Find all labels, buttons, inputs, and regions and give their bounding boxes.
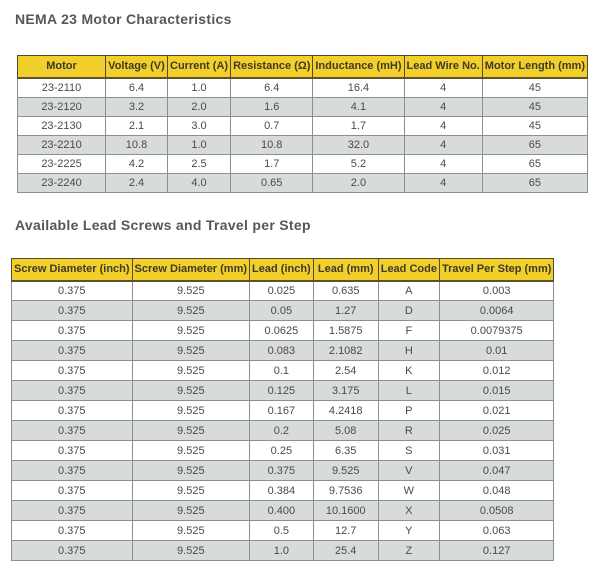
table-cell: 9.525 [132,521,250,541]
table-cell: 23-2120 [18,97,106,116]
table-cell: 0.0625 [250,321,314,341]
table-cell: 0.375 [12,481,133,501]
table-cell: 0.65 [231,173,313,192]
table-cell: 2.1082 [313,341,378,361]
table-cell: 4 [404,154,482,173]
table-cell: 10.8 [231,135,313,154]
table-cell: 0.0079375 [439,321,553,341]
table-cell: 0.375 [12,461,133,481]
table-row [12,341,554,361]
table-cell: 9.525 [132,301,250,321]
table-cell: 6.4 [231,78,313,98]
column-header: Motor Length (mm) [482,56,587,78]
table-cell: 25.4 [313,541,378,561]
table-cell: 2.4 [106,173,168,192]
table-cell: 23-2130 [18,116,106,135]
table-row [12,421,554,441]
table-row [12,381,554,401]
table-cell: 9.525 [132,421,250,441]
table-cell: 9.525 [132,501,250,521]
table-cell: 9.525 [132,381,250,401]
table-cell: 10.1600 [313,501,378,521]
table-cell: 9.525 [132,321,250,341]
table-cell: 45 [482,78,587,98]
column-header: Lead Code [378,259,439,281]
column-header: Screw Diameter (inch) [12,259,133,281]
table-row [18,173,588,192]
table-cell: 0.025 [439,421,553,441]
table-row [18,78,588,98]
table-cell: 0.7 [231,116,313,135]
table-cell: 65 [482,154,587,173]
column-header: Lead (inch) [250,259,314,281]
table-cell: 0.375 [12,341,133,361]
table-row [12,321,554,341]
table-cell: 0.01 [439,341,553,361]
table-cell: 1.0 [168,78,231,98]
table-cell: 1.0 [250,541,314,561]
table-row [12,441,554,461]
table-row [18,116,588,135]
column-header: Voltage (V) [106,56,168,78]
column-header: Current (A) [168,56,231,78]
table-cell: 2.5 [168,154,231,173]
table-cell: 10.8 [106,135,168,154]
table-cell: 1.7 [231,154,313,173]
table-cell: 65 [482,173,587,192]
table-cell: 9.525 [132,441,250,461]
table-cell: 12.7 [313,521,378,541]
column-header: Screw Diameter (mm) [132,259,250,281]
table-cell: H [378,341,439,361]
table-cell: 0.003 [439,281,553,301]
table-cell: 0.375 [12,321,133,341]
table-cell: 1.6 [231,97,313,116]
section-title-lead-screws: Available Lead Screws and Travel per Step [15,217,311,233]
table-cell: 0.025 [250,281,314,301]
table-cell: Y [378,521,439,541]
table-cell: 2.0 [313,173,404,192]
table-cell: 0.048 [439,481,553,501]
table-cell: 9.525 [132,341,250,361]
column-header: Travel Per Step (mm) [439,259,553,281]
table-cell: P [378,401,439,421]
table-cell: 23-2210 [18,135,106,154]
table-cell: 0.375 [12,421,133,441]
table-cell: 1.27 [313,301,378,321]
table-cell: 4.0 [168,173,231,192]
table-cell: D [378,301,439,321]
table-row [12,501,554,521]
table-cell: 0.375 [12,441,133,461]
table-cell: 23-2240 [18,173,106,192]
table-cell: 4 [404,173,482,192]
table-row [12,401,554,421]
table-cell: Z [378,541,439,561]
table-cell: 2.0 [168,97,231,116]
table-cell: 9.7536 [313,481,378,501]
table-cell: 0.1 [250,361,314,381]
table-cell: 1.7 [313,116,404,135]
table-cell: 4.2 [106,154,168,173]
table-cell: 0.0508 [439,501,553,521]
table-cell: 4 [404,78,482,98]
table-cell: 23-2225 [18,154,106,173]
motor-characteristics-table [17,55,588,193]
table-cell: 0.2 [250,421,314,441]
table-cell: V [378,461,439,481]
table-row [18,97,588,116]
table-cell: 0.375 [12,401,133,421]
table-cell: 4 [404,135,482,154]
table-cell: W [378,481,439,501]
table-cell: 0.25 [250,441,314,461]
table-cell: 4 [404,97,482,116]
column-header: Lead Wire No. [404,56,482,78]
table-cell: X [378,501,439,521]
column-header: Lead (mm) [313,259,378,281]
column-header: Motor [18,56,106,78]
table-row [12,541,554,561]
table-row [18,154,588,173]
table-cell: 0.021 [439,401,553,421]
table-cell: 0.375 [12,381,133,401]
table-cell: 0.635 [313,281,378,301]
table-cell: 2.54 [313,361,378,381]
table-cell: 0.375 [12,281,133,301]
lead-screws-table [11,258,554,561]
table-cell: 0.0064 [439,301,553,321]
table-cell: 3.0 [168,116,231,135]
table-cell: 9.525 [132,461,250,481]
table-cell: 4.1 [313,97,404,116]
table-cell: 0.012 [439,361,553,381]
table-row [12,481,554,501]
table-cell: 0.063 [439,521,553,541]
table-cell: S [378,441,439,461]
table-cell: 45 [482,97,587,116]
table-cell: R [378,421,439,441]
table-row [18,135,588,154]
table-cell: 6.4 [106,78,168,98]
table-cell: 1.5875 [313,321,378,341]
table-cell: 2.1 [106,116,168,135]
table-cell: F [378,321,439,341]
table-cell: 65 [482,135,587,154]
table-cell: 0.375 [12,301,133,321]
table-cell: 16.4 [313,78,404,98]
table-cell: 9.525 [313,461,378,481]
table-cell: 0.375 [12,501,133,521]
section-title-motor-characteristics: NEMA 23 Motor Characteristics [15,11,232,27]
table-cell: 3.2 [106,97,168,116]
column-header: Resistance (Ω) [231,56,313,78]
table-cell: 0.375 [12,541,133,561]
table-cell: 0.375 [12,521,133,541]
table-cell: 0.167 [250,401,314,421]
column-header: Inductance (mH) [313,56,404,78]
table-cell: 0.083 [250,341,314,361]
table-cell: 4 [404,116,482,135]
table-cell: 0.015 [439,381,553,401]
table-cell: 0.384 [250,481,314,501]
table-row [12,521,554,541]
table-cell: 9.525 [132,281,250,301]
table-row [12,281,554,301]
table-row [12,301,554,321]
table-cell: 5.2 [313,154,404,173]
table-cell: 0.375 [250,461,314,481]
table-cell: 0.5 [250,521,314,541]
table-cell: 0.047 [439,461,553,481]
table-row [12,461,554,481]
table-cell: 0.375 [12,361,133,381]
table-cell: 6.35 [313,441,378,461]
table-cell: 9.525 [132,541,250,561]
table-cell: 32.0 [313,135,404,154]
table-cell: L [378,381,439,401]
table-cell: 0.031 [439,441,553,461]
table-cell: 3.175 [313,381,378,401]
table-cell: 9.525 [132,361,250,381]
table-cell: 23-2110 [18,78,106,98]
table-cell: 45 [482,116,587,135]
table-cell: 4.2418 [313,401,378,421]
table-cell: 0.05 [250,301,314,321]
table-cell: 5.08 [313,421,378,441]
table-cell: K [378,361,439,381]
table-cell: 9.525 [132,401,250,421]
table-cell: 0.400 [250,501,314,521]
header-row [18,56,588,78]
table-row [12,361,554,381]
table-cell: 1.0 [168,135,231,154]
table-cell: 9.525 [132,481,250,501]
header-row [12,259,554,281]
table-cell: A [378,281,439,301]
table-cell: 0.125 [250,381,314,401]
table-cell: 0.127 [439,541,553,561]
